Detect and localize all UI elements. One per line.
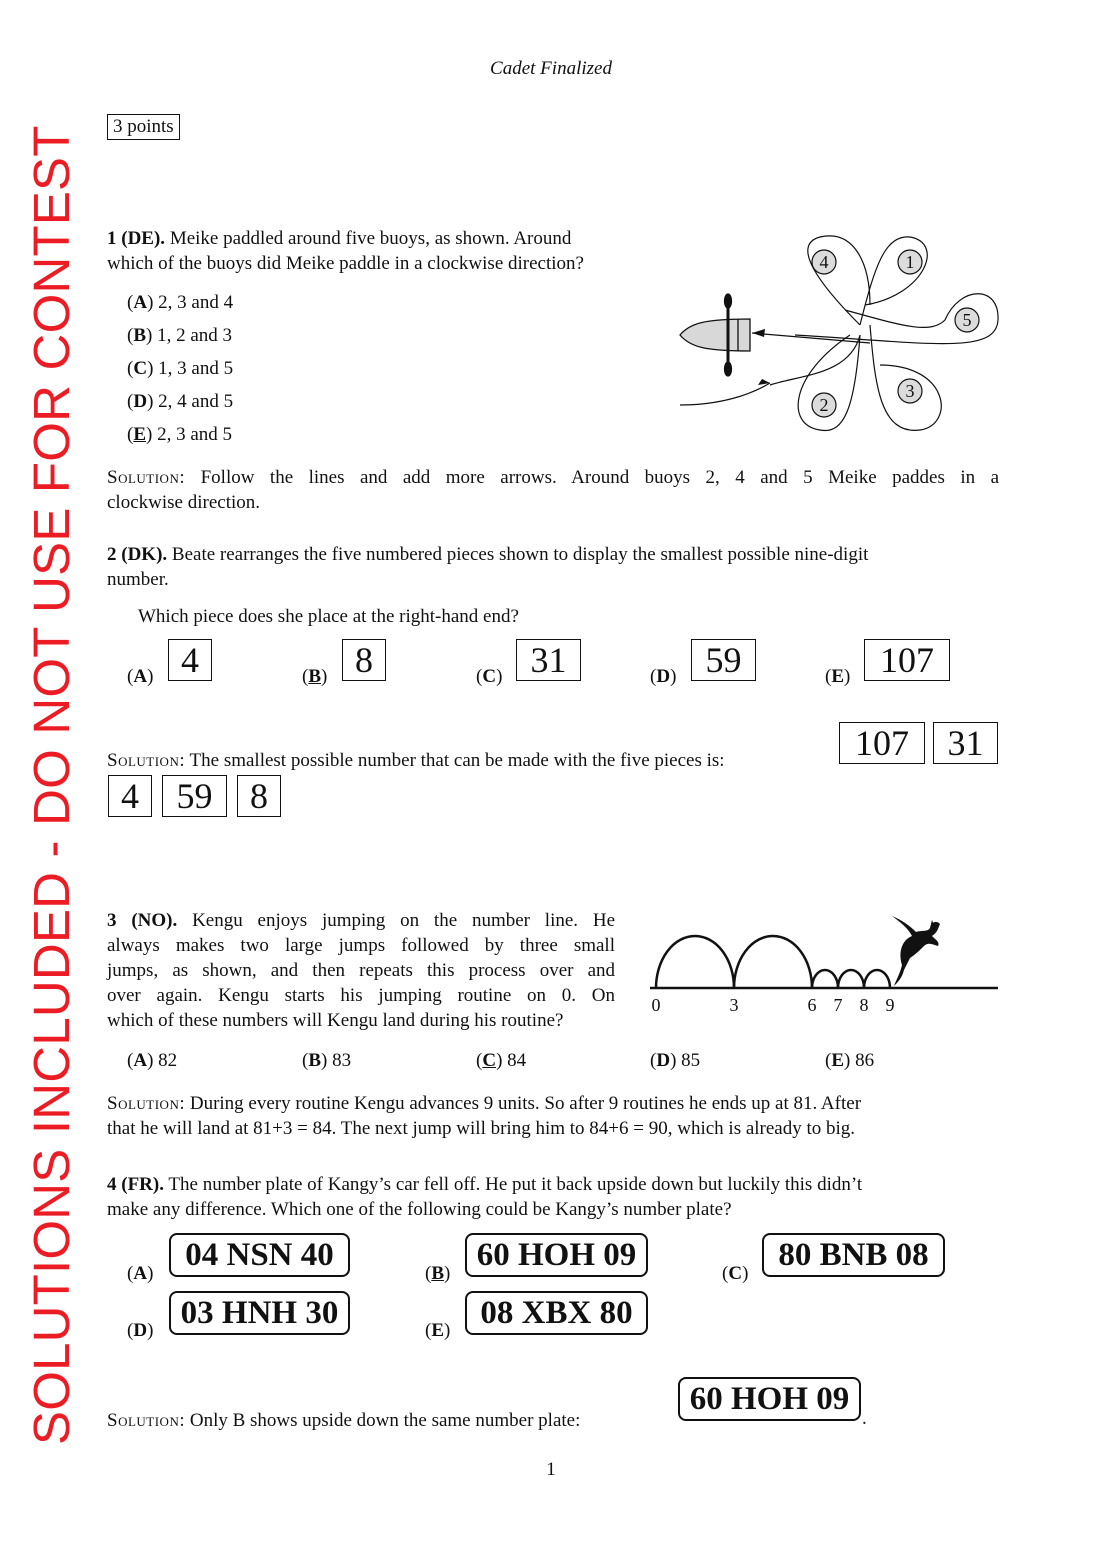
exit-line (752, 333, 870, 343)
q3-option-a-text: 82 (158, 1050, 178, 1071)
q1-option-a[interactable]: (A) 2, 3 and 4 (127, 292, 234, 313)
q1-option-b-letter: B (133, 325, 147, 346)
q4-plate-d[interactable]: 03 HNH 30 (169, 1291, 350, 1335)
solutions-warning-banner: SOLUTIONS INCLUDED - DO NOT USE FOR CONTEST (23, 125, 80, 1445)
small-jump-1 (812, 970, 838, 988)
q4-solution-label: Solution: (107, 1410, 186, 1431)
q3-text-line3: jumps, as shown, and then repeats this process over and (107, 960, 615, 981)
q2-option-d-letter: D (656, 666, 671, 687)
small-jump-3 (864, 970, 890, 988)
q1-option-e[interactable]: (E) 2, 3 and 5 (127, 424, 233, 445)
q2-option-d[interactable]: (D) (650, 666, 677, 687)
q3-text-line2: always makes two large jumps followed by three small (107, 935, 615, 956)
q3-label: 3 (NO). (107, 910, 178, 931)
q1-option-d[interactable]: (D) 2, 4 and 5 (127, 391, 234, 412)
q3-option-c[interactable]: (C) 84 (476, 1050, 527, 1071)
q4-label: 4 (FR). (107, 1174, 164, 1195)
q1-solution-line2: clockwise direction. (107, 492, 261, 513)
q2-solution (107, 748, 725, 773)
q2-option-a[interactable]: (A) (127, 666, 154, 687)
large-jump-2 (734, 936, 812, 988)
q4-plate-c[interactable]: 80 BNB 08 (762, 1233, 945, 1277)
q2-option-b-letter: B (308, 666, 322, 687)
q2-option-e[interactable]: (E) (825, 666, 851, 687)
q4-text-line2: make any difference. Which one of the following could be Kangy’s number plate? (107, 1199, 732, 1220)
buoy-3 (898, 379, 922, 403)
q2-text-line2: number. (107, 569, 169, 590)
q4-answer-plate: 60 HOH 09 (678, 1377, 861, 1421)
number-line-diagram (640, 910, 1005, 1025)
q2-answer-piece-31: 31 (933, 722, 998, 764)
q1-statement (107, 226, 584, 276)
q1-option-b-text: 1, 2 and 3 (157, 325, 233, 346)
buoy-diagram (670, 225, 1010, 440)
q1-text-line1: Meike paddled around five buoys, as shown. Around (169, 228, 572, 249)
q3-option-b-letter: B (308, 1050, 322, 1071)
q1-label: 1 (DE). (107, 228, 166, 249)
q4-plate-e[interactable]: 08 XBX 80 (465, 1291, 648, 1335)
buoy-4-label: 4 (819, 252, 829, 272)
q3-option-a-letter: A (133, 1050, 148, 1071)
q4-solution-text: Only B shows upside down the same number plate: (189, 1410, 581, 1431)
axis-label-8: 8 (859, 995, 869, 1015)
buoy-1-label: 1 (905, 252, 915, 272)
q3-text-line4: over again. Kengu starts his jumping routine on 0. On (107, 985, 615, 1006)
page-number: 1 (546, 1459, 556, 1480)
buoy-2 (812, 393, 836, 417)
q2-answer-piece-107: 107 (839, 722, 925, 764)
q1-option-c-text: 1, 3 and 5 (158, 358, 234, 379)
q3-option-d-text: 85 (681, 1050, 701, 1071)
q3-solution-line1: During every routine Kengu advances 9 units. So after 9 routines he ends up at 81. After (189, 1093, 862, 1114)
q2-solution-text: The smallest possible number that can be made with the five pieces is: (189, 750, 725, 771)
q2-question: Which piece does she place at the right-hand end? (138, 606, 519, 627)
q3-option-b-text: 83 (332, 1050, 352, 1071)
entry-path (680, 383, 770, 405)
q4-solution (107, 1408, 580, 1433)
q2-answer-piece-8: 8 (237, 775, 281, 817)
q1-option-a-text: 2, 3 and 4 (158, 292, 234, 313)
q4-solution-period: . (862, 1408, 867, 1429)
q1-text-line2: which of the buoys did Meike paddle in a clockwise direction? (107, 253, 584, 274)
q3-option-e-text: 86 (855, 1050, 875, 1071)
q3-option-c-letter: C (482, 1050, 497, 1071)
q3-option-d-letter: D (656, 1050, 671, 1071)
q3-option-c-text: 84 (507, 1050, 527, 1071)
large-jump-1 (656, 936, 734, 988)
q4-plate-a[interactable]: 04 NSN 40 (169, 1233, 350, 1277)
kangaroo (892, 916, 940, 986)
q3-solution-line2: that he will land at 81+3 = 84. The next jump will bring him to 84+6 = 90, which is already to big. (107, 1118, 856, 1139)
q3-option-a[interactable]: (A) 82 (127, 1050, 178, 1071)
page-header: Cadet Finalized (490, 58, 612, 79)
buoy-3-label: 3 (905, 381, 915, 401)
q4-option-d[interactable]: (D) (127, 1320, 154, 1341)
buoy-1 (898, 250, 922, 274)
q1-option-e-letter: E (133, 424, 147, 445)
q1-option-d-text: 2, 4 and 5 (158, 391, 234, 412)
q1-option-b[interactable]: (B) 1, 2 and 3 (127, 325, 233, 346)
q1-solution-label: Solution: (107, 467, 186, 488)
q4-statement (107, 1172, 999, 1222)
q2-piece-e[interactable]: 107 (864, 639, 950, 681)
q4-option-b[interactable]: (B) (425, 1263, 451, 1284)
q4-option-c-letter: C (728, 1263, 743, 1284)
q1-option-e-text: 2, 3 and 5 (157, 424, 233, 445)
axis-label-3: 3 (729, 995, 739, 1015)
q4-option-a-letter: A (133, 1263, 148, 1284)
q3-option-e[interactable]: (E) 86 (825, 1050, 875, 1071)
q2-solution-label: Solution: (107, 750, 186, 771)
points-label: 3 points (107, 114, 180, 140)
q2-piece-c[interactable]: 31 (516, 639, 581, 681)
axis-label-9: 9 (885, 995, 895, 1015)
q4-option-a[interactable]: (A) (127, 1263, 154, 1284)
q2-answer-piece-59: 59 (162, 775, 227, 817)
q3-solution-label: Solution: (107, 1093, 186, 1114)
q2-label: 2 (DK). (107, 544, 168, 565)
small-jump-2 (838, 970, 864, 988)
q4-plate-b[interactable]: 60 HOH 09 (465, 1233, 648, 1277)
q3-solution (107, 1091, 999, 1141)
boat (680, 294, 750, 376)
q1-solution-line1: Follow the lines and add more arrows. Around buoys 2, 4 and 5 Meike paddes in a (200, 467, 1000, 488)
q4-text-line1: The number plate of Kangy’s car fell off. He put it back upside down but luckily this didn’t (168, 1174, 863, 1195)
q2-piece-a[interactable]: 4 (168, 639, 212, 681)
q1-solution (107, 465, 999, 515)
axis-label-0: 0 (651, 995, 661, 1015)
q2-option-b[interactable]: (B) (302, 666, 328, 687)
axis-label-6: 6 (807, 995, 817, 1015)
q2-text-line1: Beate rearranges the five numbered pieces shown to display the smallest possible nine-digit (171, 544, 869, 565)
q3-text-line1: Kengu enjoys jumping on the number line. He (192, 910, 616, 931)
q3-text-line5: which of these numbers will Kengu land during his routine? (107, 1010, 564, 1031)
q1-option-c-letter: C (133, 358, 148, 379)
q2-piece-d[interactable]: 59 (691, 639, 756, 681)
q4-option-b-letter: B (431, 1263, 445, 1284)
q4-option-e-letter: E (431, 1320, 445, 1341)
q2-piece-b[interactable]: 8 (342, 639, 386, 681)
buoy-5 (955, 308, 979, 332)
q2-option-e-letter: E (831, 666, 845, 687)
path-around-buoy-4 (808, 236, 870, 325)
q4-option-e[interactable]: (E) (425, 1320, 451, 1341)
q1-option-c[interactable]: (C) 1, 3 and 5 (127, 358, 234, 379)
q2-option-c[interactable]: (C) (476, 666, 503, 687)
q2-option-a-letter: A (133, 666, 148, 687)
q3-statement (107, 908, 615, 1033)
path-around-buoy-1 (860, 237, 927, 325)
q3-option-d[interactable]: (D) 85 (650, 1050, 701, 1071)
q1-option-a-letter: A (133, 292, 148, 313)
q3-option-e-letter: E (831, 1050, 845, 1071)
q4-option-c[interactable]: (C) (722, 1263, 749, 1284)
buoy-2-label: 2 (819, 395, 829, 415)
exit-arrow (752, 329, 765, 337)
q3-option-b[interactable]: (B) 83 (302, 1050, 352, 1071)
q2-statement (107, 542, 999, 592)
path-around-buoy-2 (770, 335, 860, 431)
q2-answer-piece-4: 4 (108, 775, 152, 817)
buoy-4 (812, 250, 836, 274)
axis-label-7: 7 (833, 995, 843, 1015)
q4-option-d-letter: D (133, 1320, 148, 1341)
q1-option-d-letter: D (133, 391, 148, 412)
buoy-5-label: 5 (962, 310, 972, 330)
q2-option-c-letter: C (482, 666, 497, 687)
